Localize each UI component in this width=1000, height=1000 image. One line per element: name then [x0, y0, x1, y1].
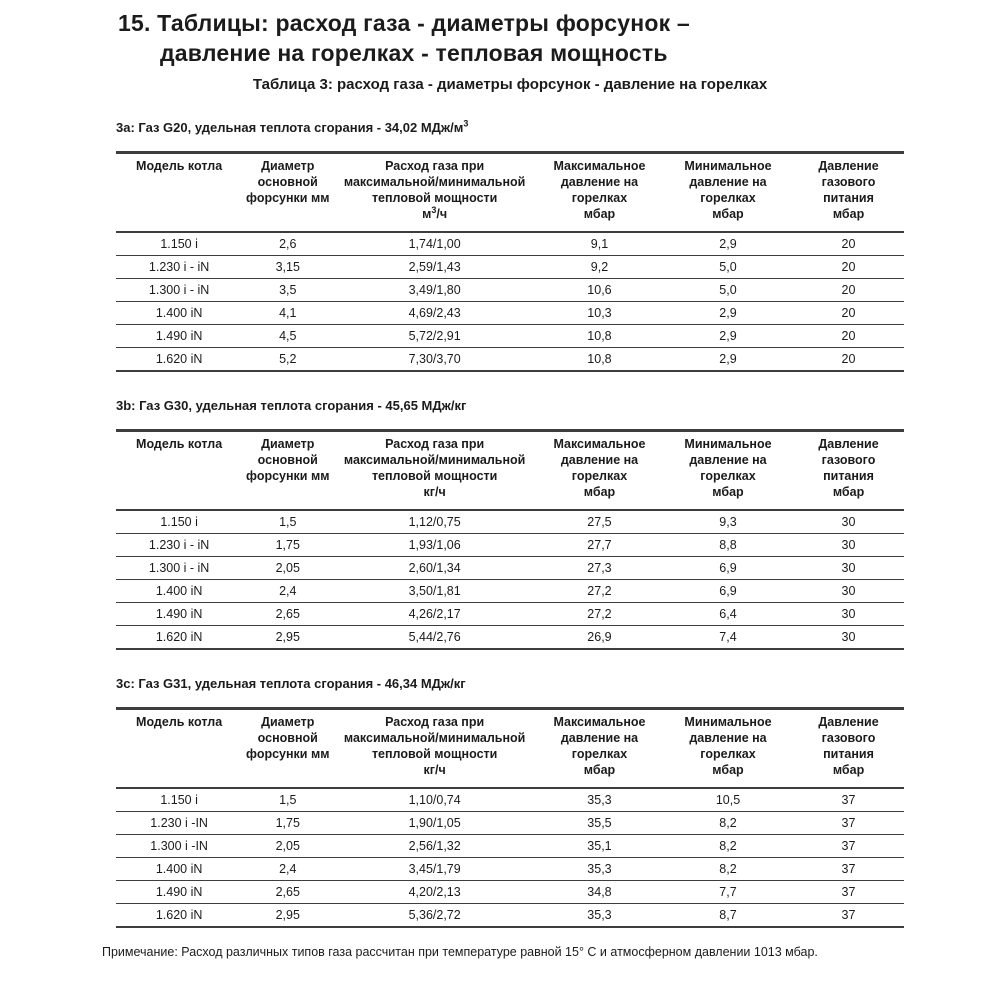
cell-value: 27,2: [536, 579, 663, 602]
cell-value: 10,5: [663, 788, 793, 812]
cell-model: 1.230 i - iN: [116, 255, 242, 278]
cell-model: 1.620 iN: [116, 347, 242, 371]
cell-model: 1.300 i -IN: [116, 834, 242, 857]
gas-table-section-3a: [116, 120, 904, 372]
cell-value: 20: [793, 232, 904, 256]
cell-value: 35,3: [536, 788, 663, 812]
cell-value: 4,1: [242, 301, 333, 324]
column-header: Диаметр основной форсунки мм: [242, 430, 333, 510]
cell-model: 1.400 iN: [116, 857, 242, 880]
cell-value: 27,5: [536, 510, 663, 534]
cell-value: 2,9: [663, 324, 793, 347]
cell-value: 37: [793, 903, 904, 927]
cell-value: 5,36/2,72: [333, 903, 536, 927]
cell-value: 1,75: [242, 811, 333, 834]
column-header: Минимальное давление на горелках мбар: [663, 430, 793, 510]
table3-subtitle: Таблица 3: расход газа - диаметры форсунок - давление на горелках: [252, 75, 768, 93]
cell-value: 2,65: [242, 602, 333, 625]
cell-value: 35,5: [536, 811, 663, 834]
gas-table-3c: [116, 707, 904, 928]
cell-value: 1,93/1,06: [333, 533, 536, 556]
cell-model: 1.490 iN: [116, 880, 242, 903]
table-caption-3c: [116, 676, 904, 691]
cell-value: 30: [793, 556, 904, 579]
cell-value: 8,2: [663, 811, 793, 834]
page-title-line1: 15. Таблицы: расход газа - диаметры форсунок –: [118, 10, 690, 36]
cell-value: 8,8: [663, 533, 793, 556]
cell-value: 2,9: [663, 347, 793, 371]
page-title: [118, 8, 904, 69]
table-row: [116, 579, 904, 602]
column-header: Максимальное давление на горелках мбар: [536, 708, 663, 788]
cell-value: 10,3: [536, 301, 663, 324]
table-caption-3a: [116, 120, 904, 135]
cell-model: 1.300 i - iN: [116, 556, 242, 579]
cell-value: 8,2: [663, 834, 793, 857]
cell-value: 37: [793, 857, 904, 880]
cell-value: 1,12/0,75: [333, 510, 536, 534]
cell-model: 1.150 i: [116, 510, 242, 534]
gas-table-section-3c: [116, 676, 904, 928]
cell-value: 2,4: [242, 579, 333, 602]
cell-value: 6,9: [663, 556, 793, 579]
cell-value: 20: [793, 347, 904, 371]
column-header: Модель котла: [116, 708, 242, 788]
table-row: [116, 788, 904, 812]
cell-value: 2,95: [242, 625, 333, 649]
cell-value: 26,9: [536, 625, 663, 649]
column-header: Давление газового питания мбар: [793, 430, 904, 510]
cell-value: 5,72/2,91: [333, 324, 536, 347]
cell-value: 5,0: [663, 255, 793, 278]
cell-value: 2,9: [663, 301, 793, 324]
cell-value: 1,74/1,00: [333, 232, 536, 256]
column-header: Минимальное давление на горелках мбар: [663, 152, 793, 232]
column-header: Максимальное давление на горелках мбар: [536, 152, 663, 232]
table-row: [116, 232, 904, 256]
cell-value: 4,5: [242, 324, 333, 347]
cell-value: 2,05: [242, 556, 333, 579]
cell-model: 1.400 iN: [116, 579, 242, 602]
cell-value: 10,8: [536, 347, 663, 371]
table-row: [116, 834, 904, 857]
column-header: Максимальное давление на горелках мбар: [536, 430, 663, 510]
cell-value: 7,7: [663, 880, 793, 903]
cell-value: 8,7: [663, 903, 793, 927]
cell-value: 20: [793, 278, 904, 301]
table-caption-3b: [116, 398, 904, 413]
cell-value: 1,5: [242, 510, 333, 534]
cell-value: 30: [793, 625, 904, 649]
cell-value: 37: [793, 788, 904, 812]
table-row: [116, 556, 904, 579]
cell-value: 20: [793, 324, 904, 347]
column-header: Модель котла: [116, 152, 242, 232]
cell-value: 2,65: [242, 880, 333, 903]
cell-value: 5,44/2,76: [333, 625, 536, 649]
cell-value: 20: [793, 301, 904, 324]
cell-value: 30: [793, 602, 904, 625]
cell-value: 4,26/2,17: [333, 602, 536, 625]
header-row: [116, 152, 904, 232]
column-header: Расход газа при максимальной/минимальной тепловой мощности $м^3/ч$: [333, 152, 536, 232]
page-title-line2: давление на горелках - тепловая мощность: [160, 40, 668, 67]
cell-value: 9,1: [536, 232, 663, 256]
caption-text: 3b: Газ G30, удельная теплота сгорания - 45,65 МДж/кг: [116, 397, 467, 413]
cell-value: 1,75: [242, 533, 333, 556]
page-content: [102, 0, 904, 961]
column-header: Расход газа при максимальной/минимальной тепловой мощности кг/ч: [333, 430, 536, 510]
cell-value: 27,2: [536, 602, 663, 625]
cell-value: 3,45/1,79: [333, 857, 536, 880]
cell-value: 6,4: [663, 602, 793, 625]
cell-value: 27,3: [536, 556, 663, 579]
table-row: [116, 533, 904, 556]
gas-table-section-3b: [116, 398, 904, 650]
cell-value: 2,60/1,34: [333, 556, 536, 579]
cell-value: 2,4: [242, 857, 333, 880]
cell-model: 1.230 i -IN: [116, 811, 242, 834]
cell-value: 2,6: [242, 232, 333, 256]
cell-value: 2,59/1,43: [333, 255, 536, 278]
cell-model: 1.490 iN: [116, 324, 242, 347]
column-header: Расход газа при максимальной/минимальной тепловой мощности кг/ч: [333, 708, 536, 788]
cell-value: 2,56/1,32: [333, 834, 536, 857]
column-header: Модель котла: [116, 430, 242, 510]
header-row: [116, 430, 904, 510]
cell-value: 9,3: [663, 510, 793, 534]
cell-value: 5,0: [663, 278, 793, 301]
cell-value: 1,5: [242, 788, 333, 812]
cell-value: 35,3: [536, 857, 663, 880]
cell-value: 9,2: [536, 255, 663, 278]
table-row: [116, 602, 904, 625]
cell-value: 7,4: [663, 625, 793, 649]
cell-value: 10,8: [536, 324, 663, 347]
cell-value: 30: [793, 510, 904, 534]
caption-superscript: 3: [463, 118, 469, 129]
cell-value: 1,10/0,74: [333, 788, 536, 812]
cell-value: 4,69/2,43: [333, 301, 536, 324]
table-row: [116, 625, 904, 649]
cell-value: 30: [793, 579, 904, 602]
cell-value: 3,15: [242, 255, 333, 278]
cell-value: 35,1: [536, 834, 663, 857]
column-header: Диаметр основной форсунки мм: [242, 708, 333, 788]
table-row: [116, 811, 904, 834]
cell-value: 30: [793, 533, 904, 556]
caption-text: 3а: Газ G20, удельная теплота сгорания - 34,02 МДж/м: [116, 119, 464, 135]
table-row: [116, 510, 904, 534]
cell-value: 6,9: [663, 579, 793, 602]
table-row: [116, 857, 904, 880]
caption-text: 3с: Газ G31, удельная теплота сгорания - 46,34 МДж/кг: [116, 675, 466, 691]
cell-value: 37: [793, 811, 904, 834]
cell-value: 35,3: [536, 903, 663, 927]
cell-model: 1.300 i - iN: [116, 278, 242, 301]
cell-model: 1.620 iN: [116, 903, 242, 927]
gas-table-3b: [116, 429, 904, 650]
column-header: Давление газового питания мбар: [793, 152, 904, 232]
unit-superscript: 3: [431, 204, 437, 215]
cell-model: 1.620 iN: [116, 625, 242, 649]
cell-value: 34,8: [536, 880, 663, 903]
cell-value: 20: [793, 255, 904, 278]
header-row: [116, 708, 904, 788]
table-row: [116, 278, 904, 301]
cell-value: 2,05: [242, 834, 333, 857]
cell-model: 1.490 iN: [116, 602, 242, 625]
cell-value: 37: [793, 880, 904, 903]
cell-model: 1.150 i: [116, 232, 242, 256]
cell-value: 2,95: [242, 903, 333, 927]
cell-value: 5,2: [242, 347, 333, 371]
column-header: Давление газового питания мбар: [793, 708, 904, 788]
table-row: [116, 880, 904, 903]
cell-value: 3,50/1,81: [333, 579, 536, 602]
gas-table-3a: [116, 151, 904, 372]
cell-value: 2,9: [663, 232, 793, 256]
cell-value: 7,30/3,70: [333, 347, 536, 371]
column-header: Диаметр основной форсунки мм: [242, 152, 333, 232]
cell-value: 37: [793, 834, 904, 857]
cell-value: 10,6: [536, 278, 663, 301]
table-row: [116, 324, 904, 347]
cell-model: 1.400 iN: [116, 301, 242, 324]
footnote: Примечание: Расход различных типов газа рассчитан при температуре равной 15° С и атмосферном давлении 1013 мбар.: [102, 944, 818, 959]
cell-model: 1.150 i: [116, 788, 242, 812]
cell-value: 3,49/1,80: [333, 278, 536, 301]
cell-model: 1.230 i - iN: [116, 533, 242, 556]
cell-value: 8,2: [663, 857, 793, 880]
table-row: [116, 301, 904, 324]
cell-value: 1,90/1,05: [333, 811, 536, 834]
table-row: [116, 255, 904, 278]
table-row: [116, 347, 904, 371]
cell-value: 3,5: [242, 278, 333, 301]
table-row: [116, 903, 904, 927]
cell-value: 4,20/2,13: [333, 880, 536, 903]
cell-value: 27,7: [536, 533, 663, 556]
column-header: Минимальное давление на горелках мбар: [663, 708, 793, 788]
